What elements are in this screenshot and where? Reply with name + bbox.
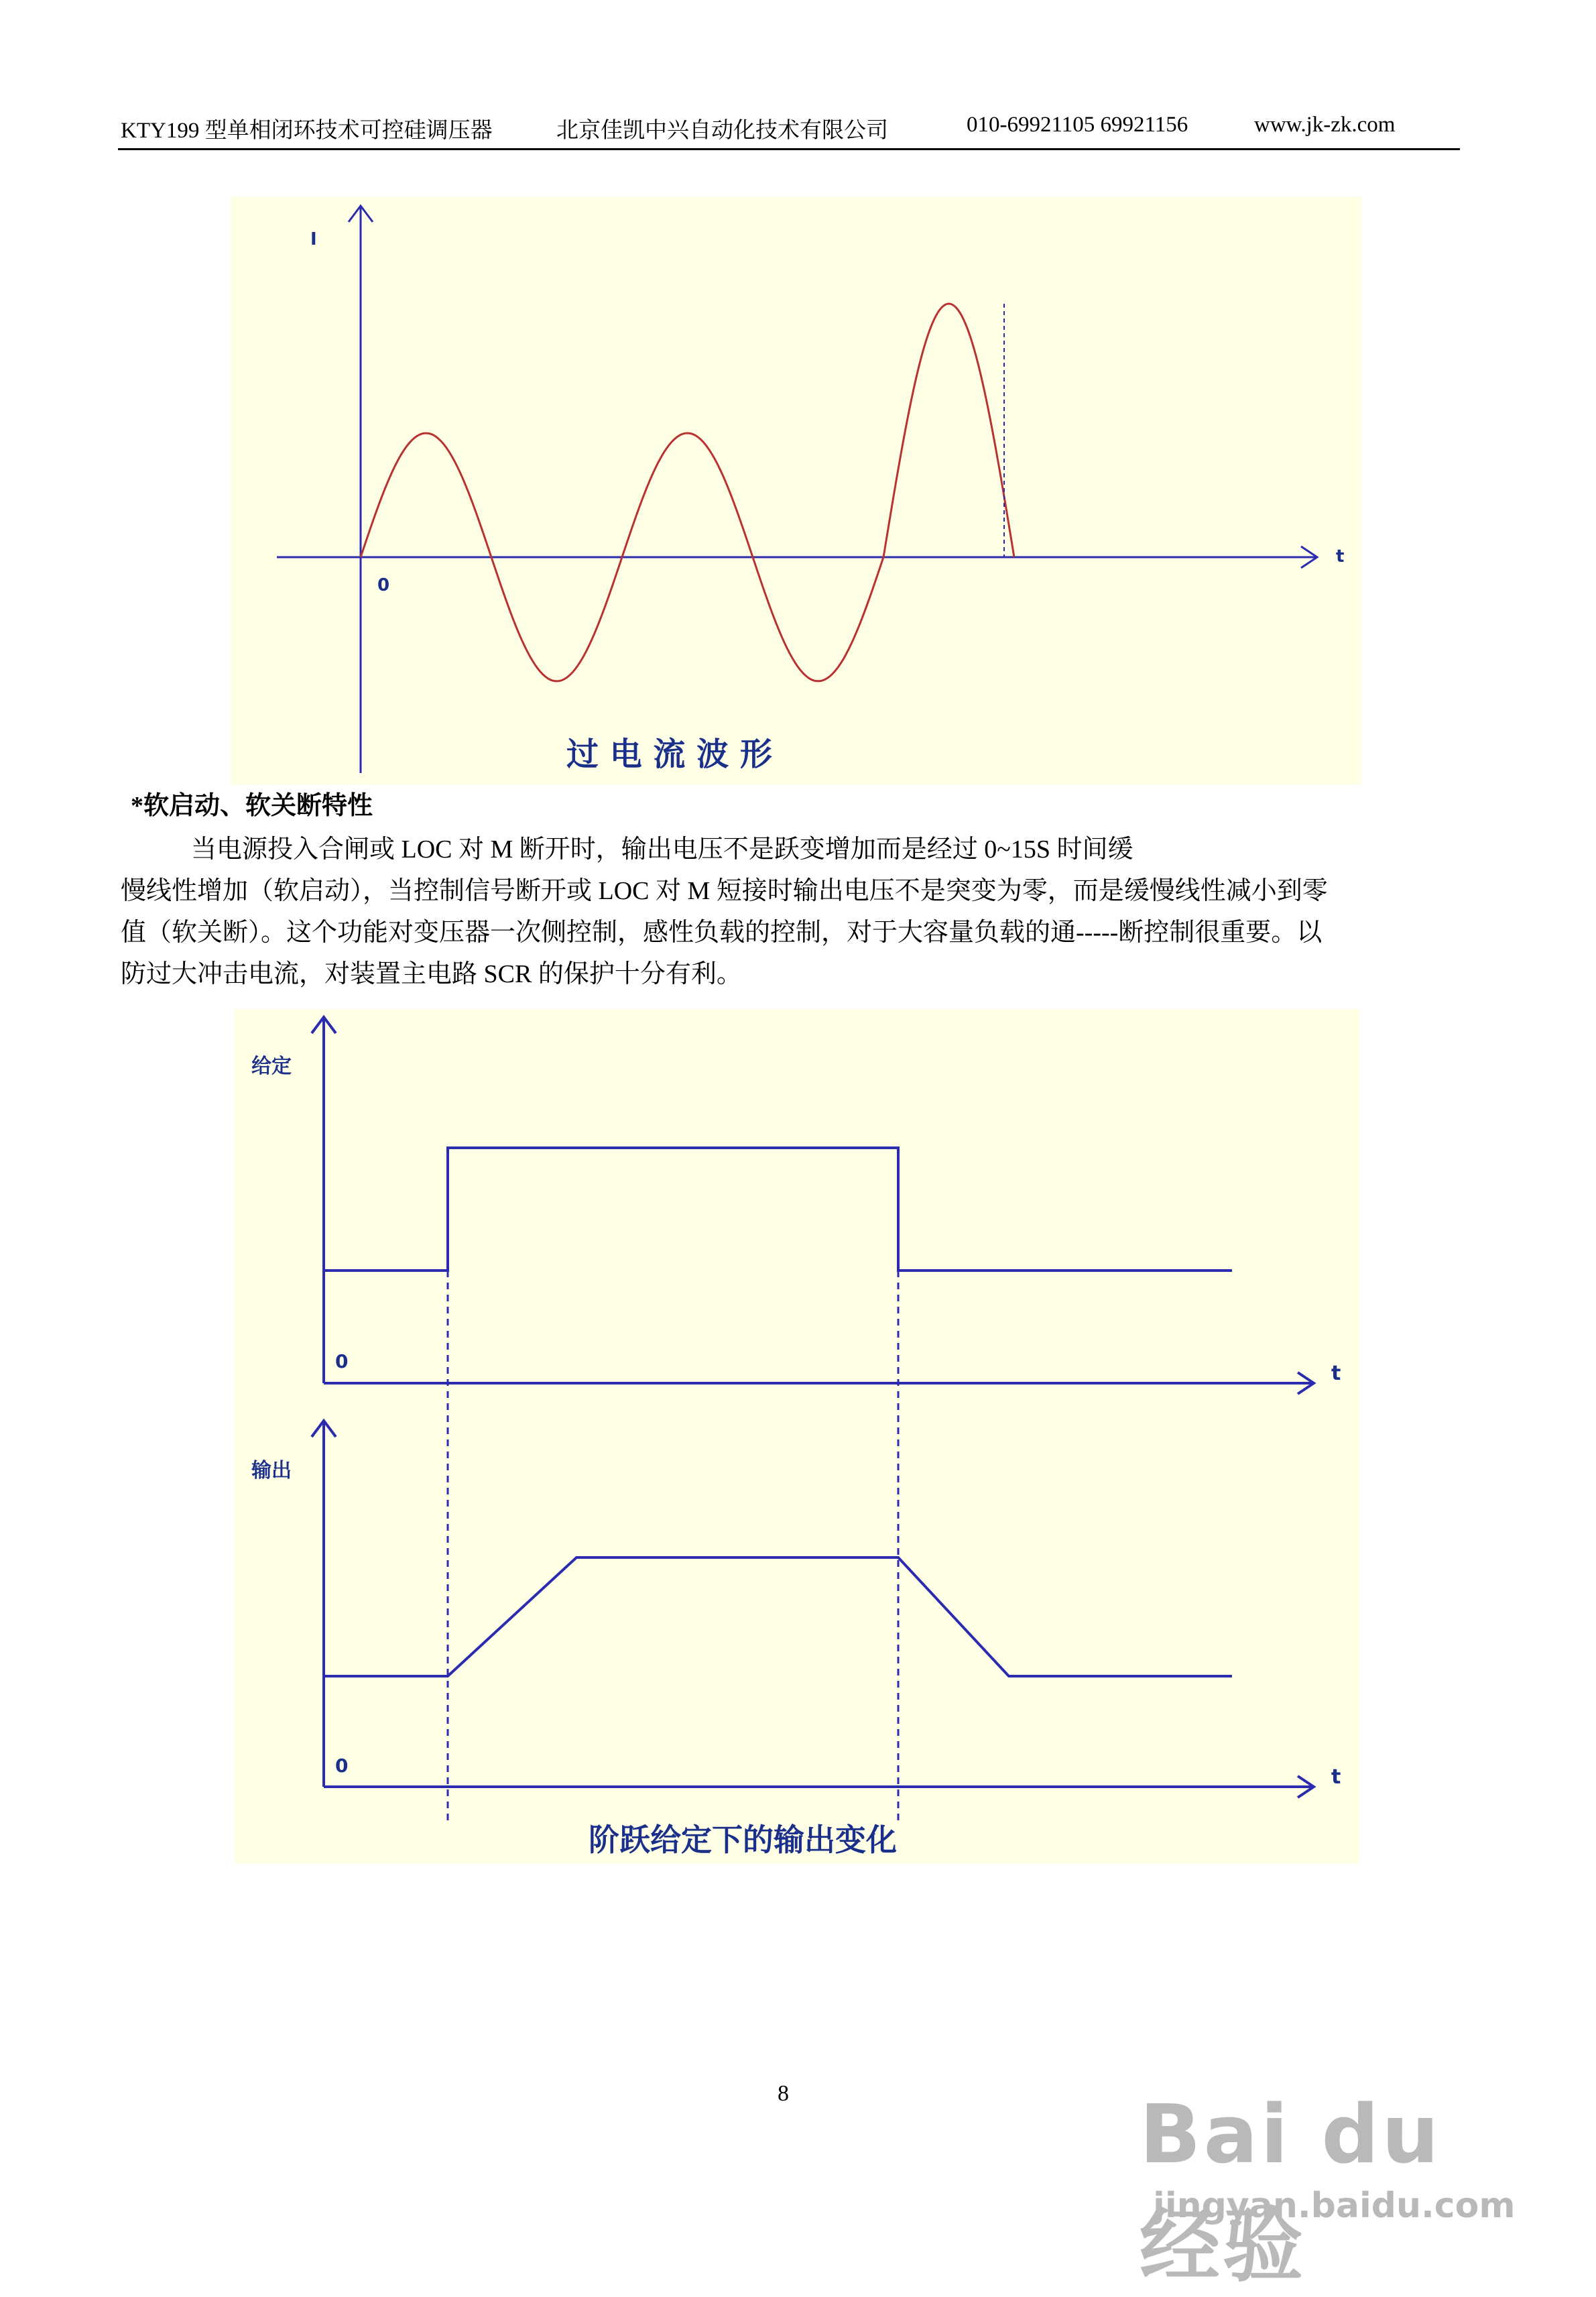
paragraph-line-1: 当电源投入合闸或 LOC 对 M 断开时，输出电压不是跃变增加而是经过 0~15S 时间缓 bbox=[191, 835, 1133, 864]
baidu-jingyan-watermark bbox=[1126, 2075, 1528, 2293]
overcurrent-waveform-figure bbox=[231, 196, 1361, 784]
header-website: www.jk-zk.com bbox=[1254, 113, 1396, 137]
figure-background bbox=[235, 1009, 1359, 1864]
paragraph-line-4: 防过大冲击电流，对装置主电路 SCR 的保护十分有利。 bbox=[121, 960, 742, 988]
setpoint-time-label: t bbox=[1331, 1362, 1341, 1385]
header-company: 北京佳凯中兴自动化技术有限公司 bbox=[556, 119, 888, 143]
paragraph-line-3: 值（软关断）。这个功能对变压器一次侧控制，感性负载的控制，对于大容量负载的通-----断控制很重要。以 bbox=[121, 919, 1323, 947]
overcurrent-waveform-svg bbox=[231, 196, 1361, 784]
output-origin-label: 0 bbox=[335, 1755, 349, 1777]
figure-caption: 阶跃给定下的输出变化 bbox=[589, 1822, 897, 1858]
figure-caption: 过 电 流 波 形 bbox=[566, 735, 772, 773]
x-axis-label: t bbox=[1336, 546, 1345, 567]
step-response-figure bbox=[235, 1009, 1359, 1864]
output-time-label: t bbox=[1331, 1765, 1341, 1789]
header-phone: 010-69921105 69921156 bbox=[967, 113, 1188, 137]
setpoint-axis-label: 给定 bbox=[251, 1055, 292, 1078]
header-rule bbox=[118, 148, 1460, 150]
page-number: 8 bbox=[778, 2081, 789, 2106]
watermark-url: jingyan.baidu.com bbox=[1153, 2186, 1516, 2226]
output-axis-label: 输出 bbox=[251, 1459, 292, 1482]
section-title: *软启动、软关断特性 bbox=[131, 792, 373, 820]
watermark-brand: Bai du 经验 bbox=[1140, 2088, 1442, 2293]
setpoint-origin-label: 0 bbox=[335, 1350, 349, 1372]
origin-label: 0 bbox=[377, 575, 390, 595]
step-response-svg bbox=[235, 1009, 1359, 1864]
page-header bbox=[121, 113, 1458, 146]
y-axis-label: I bbox=[310, 229, 317, 249]
header-product: KTY199 型单相闭环技术可控硅调压器 bbox=[121, 119, 493, 143]
paragraph-line-2: 慢线性增加（软启动），当控制信号断开或 LOC 对 M 短接时输出电压不是突变为零，而是缓慢线性减小到零 bbox=[121, 877, 1328, 905]
figure-background bbox=[231, 196, 1361, 784]
